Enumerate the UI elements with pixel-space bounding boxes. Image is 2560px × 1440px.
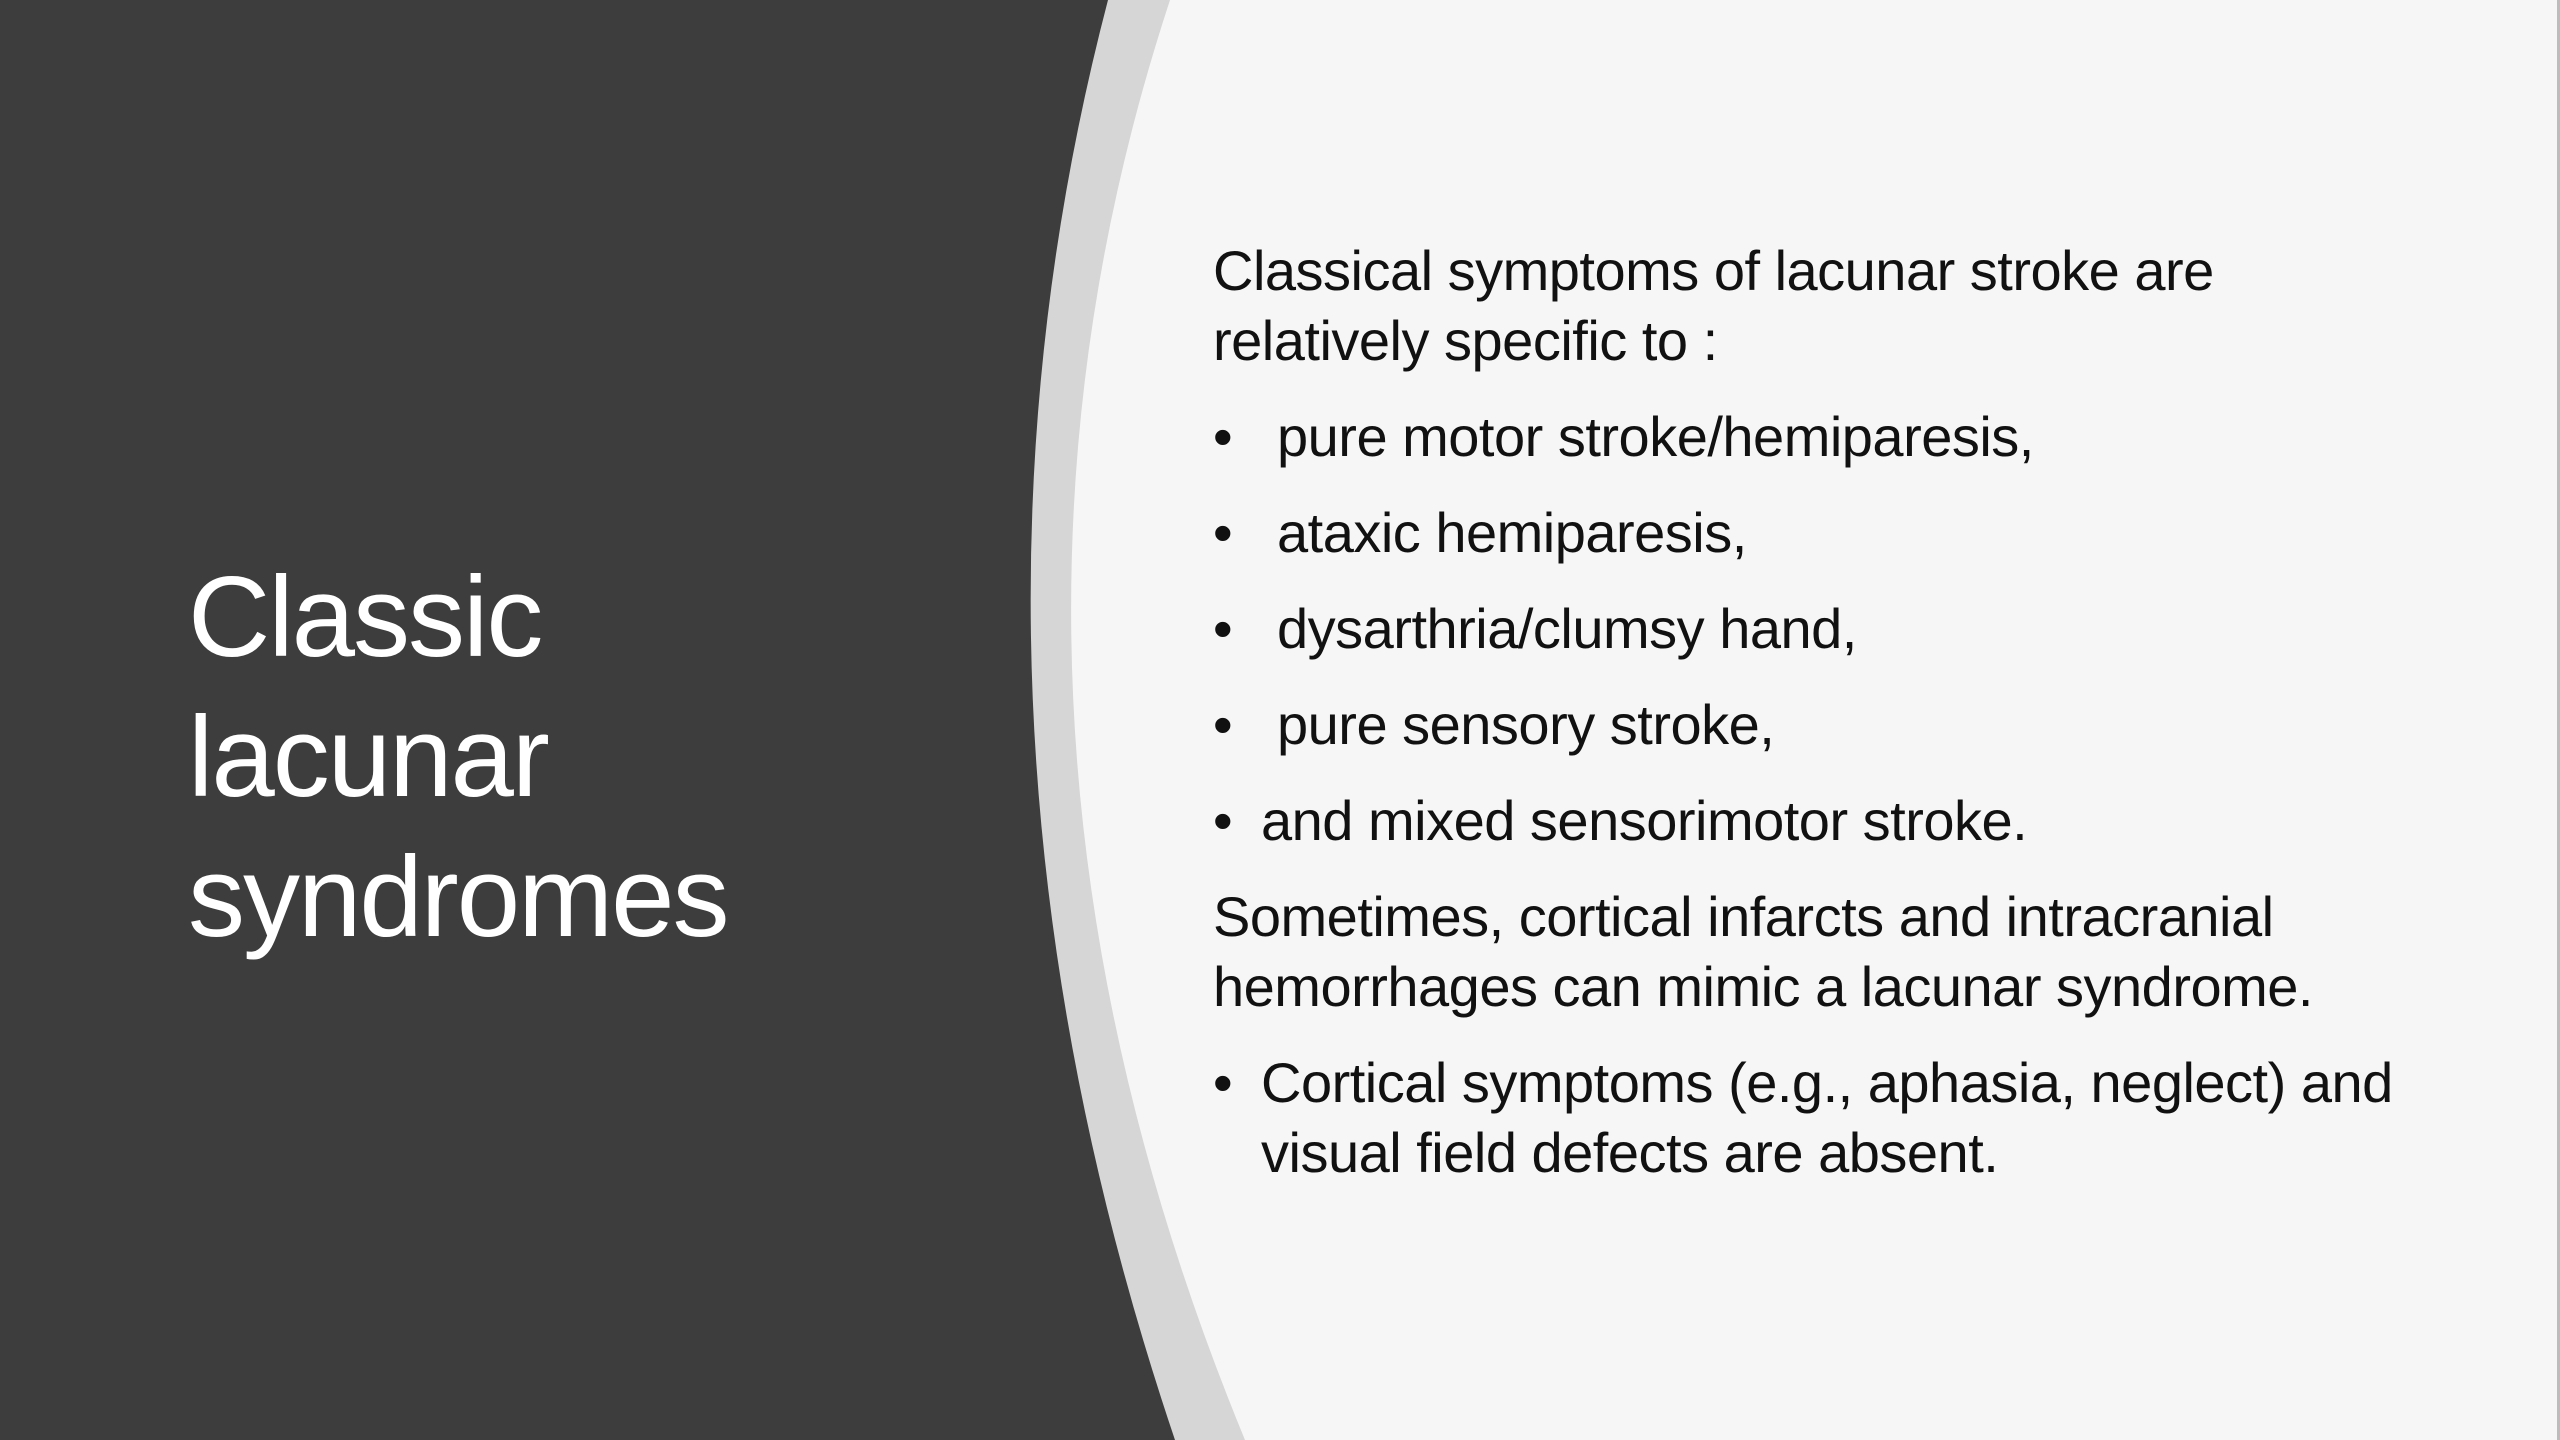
bullet-item (1213, 786, 2473, 856)
bullet-item (1213, 1048, 2473, 1188)
bullet-icon: • (1213, 405, 1233, 468)
bullet-item (1213, 594, 2473, 664)
bullet-item (1213, 498, 2473, 568)
bullet-icon: • (1213, 1051, 1233, 1114)
bullet-icon: • (1213, 789, 1233, 852)
bullet-item (1213, 402, 2473, 472)
bullet-icon: • (1213, 501, 1233, 564)
slide-title (188, 548, 1008, 968)
bullet-text: and mixed sensorimotor stroke. (1261, 789, 2028, 852)
title-line: Classic (188, 554, 542, 681)
bullet-text: Cortical symptoms (e.g., aphasia, neglect) and (1261, 1051, 2393, 1114)
bullet-text: pure sensory stroke, (1277, 693, 1775, 756)
bullet-icon: • (1213, 693, 1233, 756)
bullet-text: pure motor stroke/hemiparesis, (1277, 405, 2034, 468)
second-line: Sometimes, cortical infarcts and intracranial (1213, 885, 2274, 948)
bullet-item (1213, 690, 2473, 760)
intro-line: relatively specific to : (1213, 309, 1718, 372)
slide-body (1213, 236, 2473, 1214)
bullet-icon: • (1213, 597, 1233, 660)
intro-paragraph (1213, 236, 2473, 376)
second-paragraph (1213, 882, 2473, 1022)
second-line: hemorrhages can mimic a lacunar syndrome. (1213, 955, 2313, 1018)
bullet-text: dysarthria/clumsy hand, (1277, 597, 1857, 660)
title-line: syndromes (188, 834, 728, 961)
bullet-text: ataxic hemiparesis, (1277, 501, 1747, 564)
bullet-text: visual field defects are absent. (1261, 1121, 1999, 1184)
title-line: lacunar (188, 694, 548, 821)
intro-line: Classical symptoms of lacunar stroke are (1213, 239, 2214, 302)
